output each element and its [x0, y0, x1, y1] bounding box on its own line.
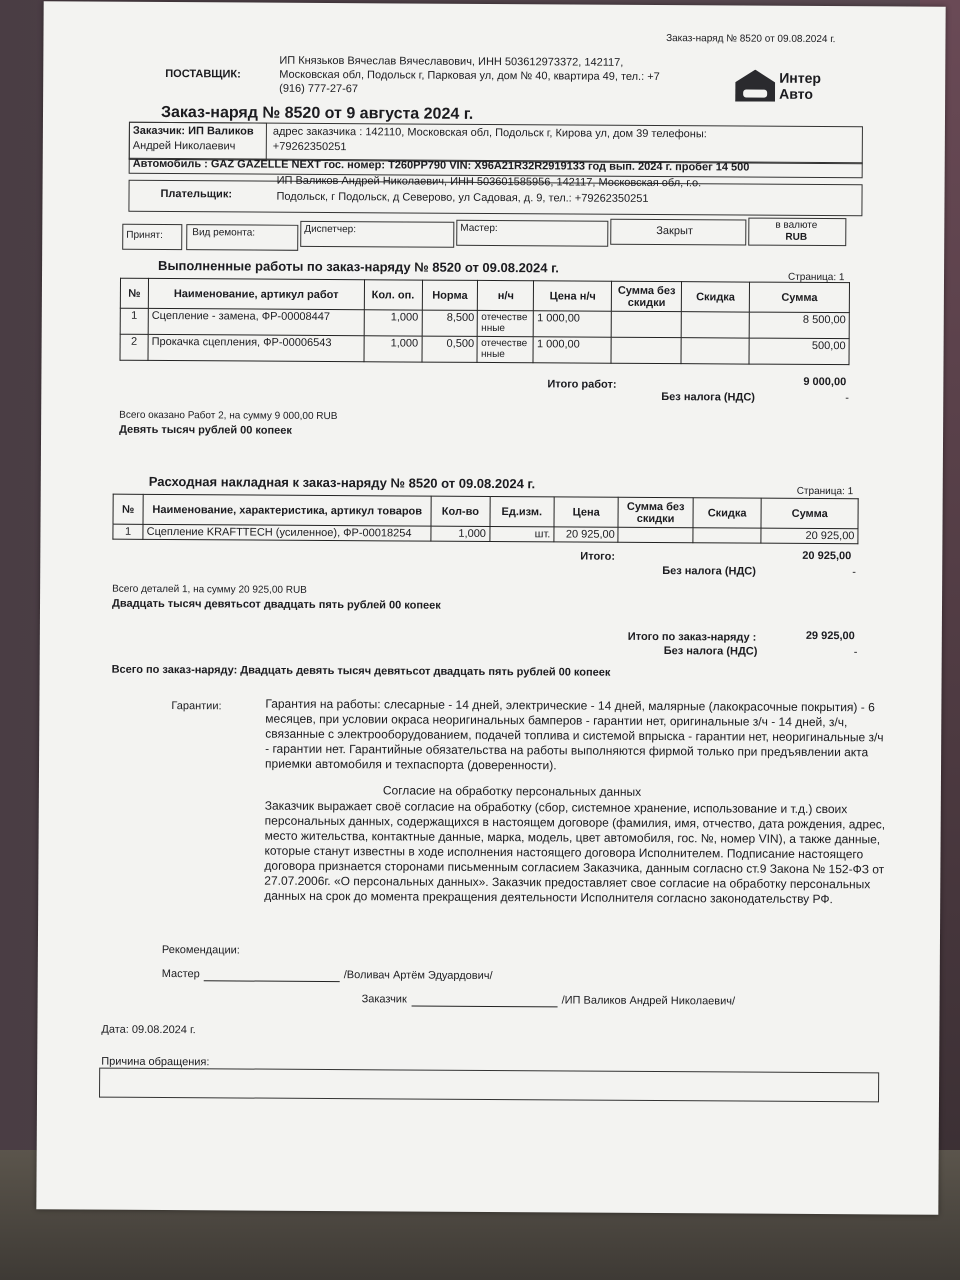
customer-sign-label: Заказчик — [361, 993, 407, 1006]
works-col-name: Наименование, артикул работ — [148, 278, 364, 309]
reason-box — [99, 1068, 879, 1103]
logo-text-avto: Авто — [779, 85, 813, 102]
car-icon — [743, 90, 767, 98]
supplier-line-1: ИП Князьков Вячеслав Вячеславович, ИНН 503612973372, 142117, — [279, 54, 624, 69]
table-row — [113, 524, 858, 544]
works-total-label: Итого работ: — [547, 378, 617, 391]
cell-price: 1 000,00 — [534, 311, 612, 337]
guarantee-line-3: связанные с электрооборудованием, подачей топлива и системой впрыска - гарантии нет, неоригинальные з/ч — [265, 726, 884, 745]
cell-qty: 1,000 — [431, 526, 489, 541]
parts-col-disc: Скидка — [693, 498, 762, 528]
grand-total-words: Всего по заказ-наряду: Двадцать девять тысяч девятьсот двадцать пять рублей 00 копеек — [111, 663, 611, 679]
master-signature-line — [204, 980, 340, 982]
parts-page: Страница: 1 — [796, 485, 854, 498]
supplier-line-2: Московская обл, Подольск г, Парковая ул, дом № 40, квартира 49, тел.: +7 — [279, 68, 660, 84]
master-sign-name: /Воливач Артём Эдуардович/ — [343, 969, 493, 983]
cell-name: Сцепление KRAFTTECH (усиленное), ФР-00018254 — [143, 524, 431, 541]
consent-line-3: место жительства, контактные данные, марка, модель, цвет автомобиля, гос. №, номер VIN), а также данные, — [264, 828, 881, 847]
logo-text-inter: Интер — [779, 69, 822, 87]
parts-vat-label: Без налога (НДС) — [662, 565, 756, 578]
cell-norm: 0,500 — [422, 336, 478, 362]
currency-value: RUB — [785, 231, 808, 243]
recommendations-label: Рекомендации: — [161, 943, 240, 957]
parts-total-value: 20 925,00 — [802, 549, 852, 563]
cell-disc — [693, 528, 762, 543]
cell-sum: 500,00 — [749, 338, 849, 365]
cell-n: 1 — [113, 524, 143, 539]
garage-icon — [735, 69, 775, 101]
payer-line-2: Подольск, г Подольск, д Северово, ул Садовая, д. 9, тел.: +79262350251 — [276, 190, 649, 205]
cell-n: 2 — [120, 334, 148, 360]
parts-col-name: Наименование, характеристика, артикул товаров — [143, 494, 431, 526]
works-vat-label: Без налога (НДС) — [661, 391, 756, 404]
works-vat-value: - — [845, 392, 849, 405]
closed-label: Закрыт — [656, 225, 693, 238]
parts-col-sum-nodisc: Сумма без скидки — [618, 497, 693, 527]
works-col-sum: Сумма — [749, 282, 849, 313]
works-words: Девять тысяч рублей 00 копеек — [119, 423, 292, 437]
cell-nh: отечественные — [478, 310, 534, 336]
consent-line-5: договора признается сторонами письменным согласием Заказчика, данным согласно ст.9 Закона № 152-ФЗ от — [264, 858, 885, 877]
customer-address-line-2: +79262350251 — [272, 140, 347, 154]
cell-sum-nodisc — [611, 311, 681, 337]
supplier-line-3: (916) 777-27-67 — [279, 82, 359, 96]
reason-label: Причина обращения: — [101, 1055, 210, 1069]
works-col-n: № — [120, 278, 148, 308]
consent-line-7: данных на срок до момента прекращения деятельности Исполнителя согласно законодательству РФ. — [264, 888, 833, 907]
consent-title: Согласие на обработку персональных данных — [382, 783, 642, 799]
parts-total-label: Итого: — [580, 550, 616, 563]
cell-unit: шт. — [489, 526, 554, 541]
consent-line-2: персональных данных, содержащихся в настоящем договоре (фамилия, имя, отчество, дата рождения, адрес, — [264, 813, 886, 832]
grand-total-label: Итого по заказ-наряду : — [627, 630, 757, 644]
company-logo — [735, 67, 847, 106]
guarantee-line-1: Гарантия на работы: слесарные - 14 дней, электрические - 14 дней, малярные (лакокрасочные покрытия) - 6 — [265, 696, 875, 715]
cell-name: Прокачка сцепления, ФР-00006543 — [148, 334, 364, 361]
parts-words: Двадцать тысяч девятьсот двадцать пять рублей 00 копеек — [111, 597, 441, 612]
customer-sign-name: /ИП Валиков Андрей Николаевич/ — [561, 994, 736, 1008]
consent-line-6: 27.07.2006г. «О персональных данных». Заказчик предоставляет свое согласие на обработку персональных — [264, 873, 871, 892]
guarantee-text — [265, 697, 884, 776]
cell-sum: 20 925,00 — [761, 528, 858, 544]
works-total-value: 9 000,00 — [803, 375, 847, 389]
works-summary: Всего оказано Работ 2, на сумму 9 000,00 RUB — [119, 409, 338, 423]
customer-name-line-1: Заказчик: ИП Валиков — [132, 124, 254, 138]
cell-price: 20 925,00 — [554, 527, 619, 542]
works-col-qty: Кол. оп. — [364, 280, 422, 310]
cell-sum-nodisc — [618, 527, 693, 542]
guarantee-line-5: приемки автомобиля и техпаспорта (доверенности). — [265, 756, 557, 773]
parts-col-sum: Сумма — [761, 498, 858, 529]
works-header-row — [120, 278, 849, 312]
works-table — [120, 278, 850, 365]
currency-label: в валюте — [775, 219, 818, 231]
works-col-norm: Норма — [422, 280, 478, 310]
document-date: Дата: 09.08.2024 г. — [101, 1023, 196, 1037]
parts-col-unit: Ед.изм. — [489, 496, 554, 526]
document-sheet — [36, 1, 945, 1214]
repair-type-label: Вид ремонта: — [192, 227, 256, 239]
corner-order-ref: Заказ-наряд № 8520 от 09.08.2024 г. — [666, 33, 836, 46]
dispatcher-label: Диспетчер: — [304, 223, 357, 236]
customer-name-line-2: Андрей Николаевич — [132, 139, 236, 153]
guarantee-label: Гарантии: — [171, 700, 222, 713]
guarantee-line-4: - гарантии нет. Гарантийные обязательства на работы выполняются фирмой только при предъявлении акта — [265, 741, 869, 760]
cell-qty: 1,000 — [364, 336, 422, 362]
accepted-label: Принят: — [126, 229, 163, 241]
consent-line-1: Заказчик выражает своё согласие на обработку (сбор, системное хранение, использование и т.д.) своих — [264, 798, 848, 817]
consent-line-4: которые станут известны в ходе исполнения настоящего договора Исполнителем. Подписание настоящего — [264, 843, 864, 862]
cell-disc — [681, 338, 749, 364]
parts-header-row — [113, 494, 858, 529]
car-details: Автомобиль : GAZ GAZELLE NEXT гос. номер: Т260РР790 VIN: X96A21R32R2919133 год вып. 2024 г. пробег 14 500 — [132, 157, 750, 174]
works-col-disc: Скидка — [681, 282, 749, 312]
table-row — [120, 334, 849, 364]
grand-vat-label: Без налога (НДС) — [663, 645, 758, 658]
cell-price: 1 000,00 — [533, 337, 611, 363]
cell-norm: 8,500 — [422, 310, 478, 336]
supplier-label: ПОСТАВЩИК: — [165, 68, 241, 81]
parts-col-price: Цена — [554, 497, 619, 527]
grand-vat-value: - — [853, 646, 858, 659]
cell-qty: 1,000 — [364, 310, 422, 336]
works-col-nh: н/ч — [478, 280, 534, 310]
cell-sum: 8 500,00 — [749, 312, 849, 339]
cell-sum-nodisc — [611, 337, 681, 363]
customer-signature-line — [412, 1006, 558, 1008]
customer-address-line-1: адрес заказчика : 142110, Московская обл, Подольск г, Кирова ул, дом 39 телефоны: — [272, 125, 707, 141]
works-page: Страница: 1 — [787, 271, 845, 284]
payer-line-1: ИП Валиков Андрей Николаевич, ИНН 503601585956, 142117, Московская обл, г.о. — [276, 174, 702, 190]
parts-vat-value: - — [852, 566, 856, 579]
consent-text — [264, 799, 885, 908]
master-label: Мастер: — [460, 222, 498, 235]
cell-nh: отечественные — [477, 336, 533, 362]
parts-title: Расходная накладная к заказ-наряду № 8520 от 09.08.2024 г. — [148, 473, 536, 492]
page-title: Заказ-наряд № 8520 от 9 августа 2024 г. — [160, 103, 474, 123]
parts-table — [112, 494, 858, 545]
payer-label: Плательщик: — [160, 187, 233, 201]
works-col-price: Цена н/ч — [534, 281, 612, 311]
cell-n: 1 — [120, 308, 148, 334]
master-sign-label: Мастер — [161, 967, 200, 981]
grand-total-value: 29 925,00 — [805, 629, 855, 643]
parts-col-n: № — [113, 494, 143, 524]
cell-disc — [681, 312, 749, 338]
guarantee-line-2: месяцев, при условии окраса неоригинальных бамперов - гарантии нет, оригинальные з/ч - 14 дней, з/ч, — [265, 711, 848, 730]
works-col-sum-nodisc: Сумма без скидки — [612, 281, 682, 311]
works-title: Выполненные работы по заказ-наряду № 8520 от 09.08.2024 г. — [158, 257, 559, 276]
cell-name: Сцепление - замена, ФР-00008447 — [148, 308, 364, 335]
parts-summary: Всего деталей 1, на сумму 20 925,00 RUB — [112, 583, 307, 596]
parts-col-qty: Кол-во — [431, 496, 490, 526]
